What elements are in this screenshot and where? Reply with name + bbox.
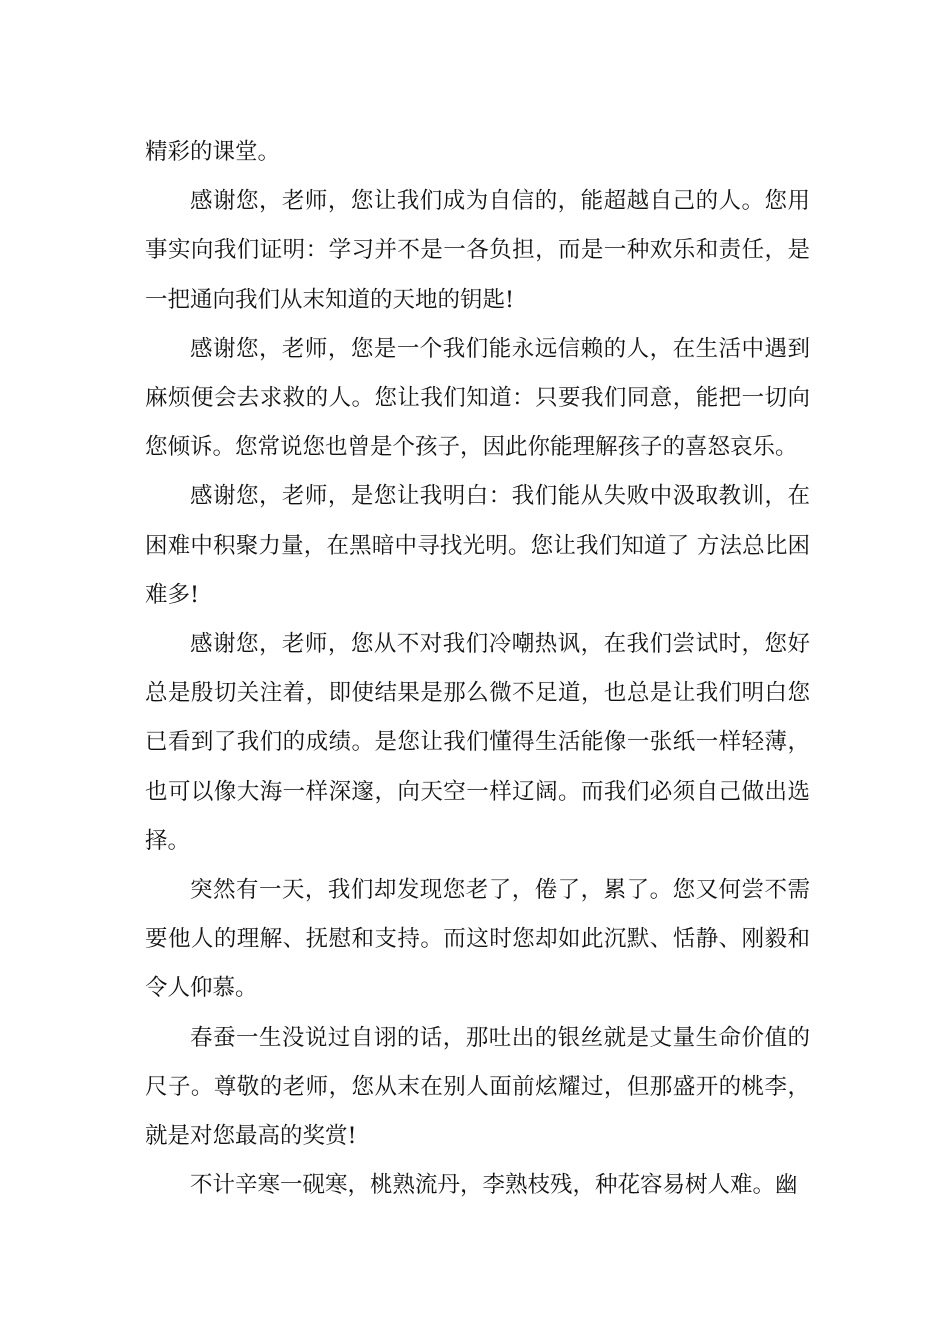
paragraph: 感谢您，老师，您是一个我们能永远信赖的人，在生活中遇到麻烦便会去求救的人。您让我们知道：只要我们同意，能把一切向您倾诉。您常说您也曾是个孩子，因此你能理解孩子的喜怒哀乐。 (145, 335, 810, 461)
paragraph: 不计辛寒一砚寒，桃熟流丹，李熟枝残，种花容易树人难。幽 (190, 1172, 798, 1199)
paragraph: 春蚕一生没说过自诩的话，那吐出的银丝就是丈量生命价值的尺子。尊敬的老师，您从末在别人面前炫耀过，但那盛开的桃李，就是对您最高的奖赏! (145, 1024, 810, 1150)
paragraph: 感谢您，老师，您从不对我们冷嘲热讽，在我们尝试时，您好总是殷切关注着，即使结果是那么微不足道，也总是让我们明白您已看到了我们的成绩。是您让我们懂得生活能像一张纸一样轻薄，也可以像大海一样深邃，向天空一样辽阔。而我们必须自己做出选择。 (145, 631, 810, 854)
document-body (145, 128, 810, 1210)
paragraph: 感谢您，老师，您让我们成为自信的，能超越自己的人。您用事实向我们证明：学习并不是一各负担，而是一种欢乐和责任，是一把通向我们从末知道的天地的钥匙! (145, 188, 810, 313)
paragraph: 感谢您，老师，是您让我明白：我们能从失败中汲取教训，在困难中积聚力量，在黑暗中寻找光明。您让我们知道了 方法总比困难多! (145, 483, 810, 608)
paragraph-continuation: 精彩的课堂。 (145, 139, 281, 165)
paragraph: 突然有一天，我们却发现您老了，倦了，累了。您又何尝不需要他人的理解、抚慰和支持。而这时您却如此沉默、恬静、刚毅和令人仰慕。 (145, 877, 810, 1002)
